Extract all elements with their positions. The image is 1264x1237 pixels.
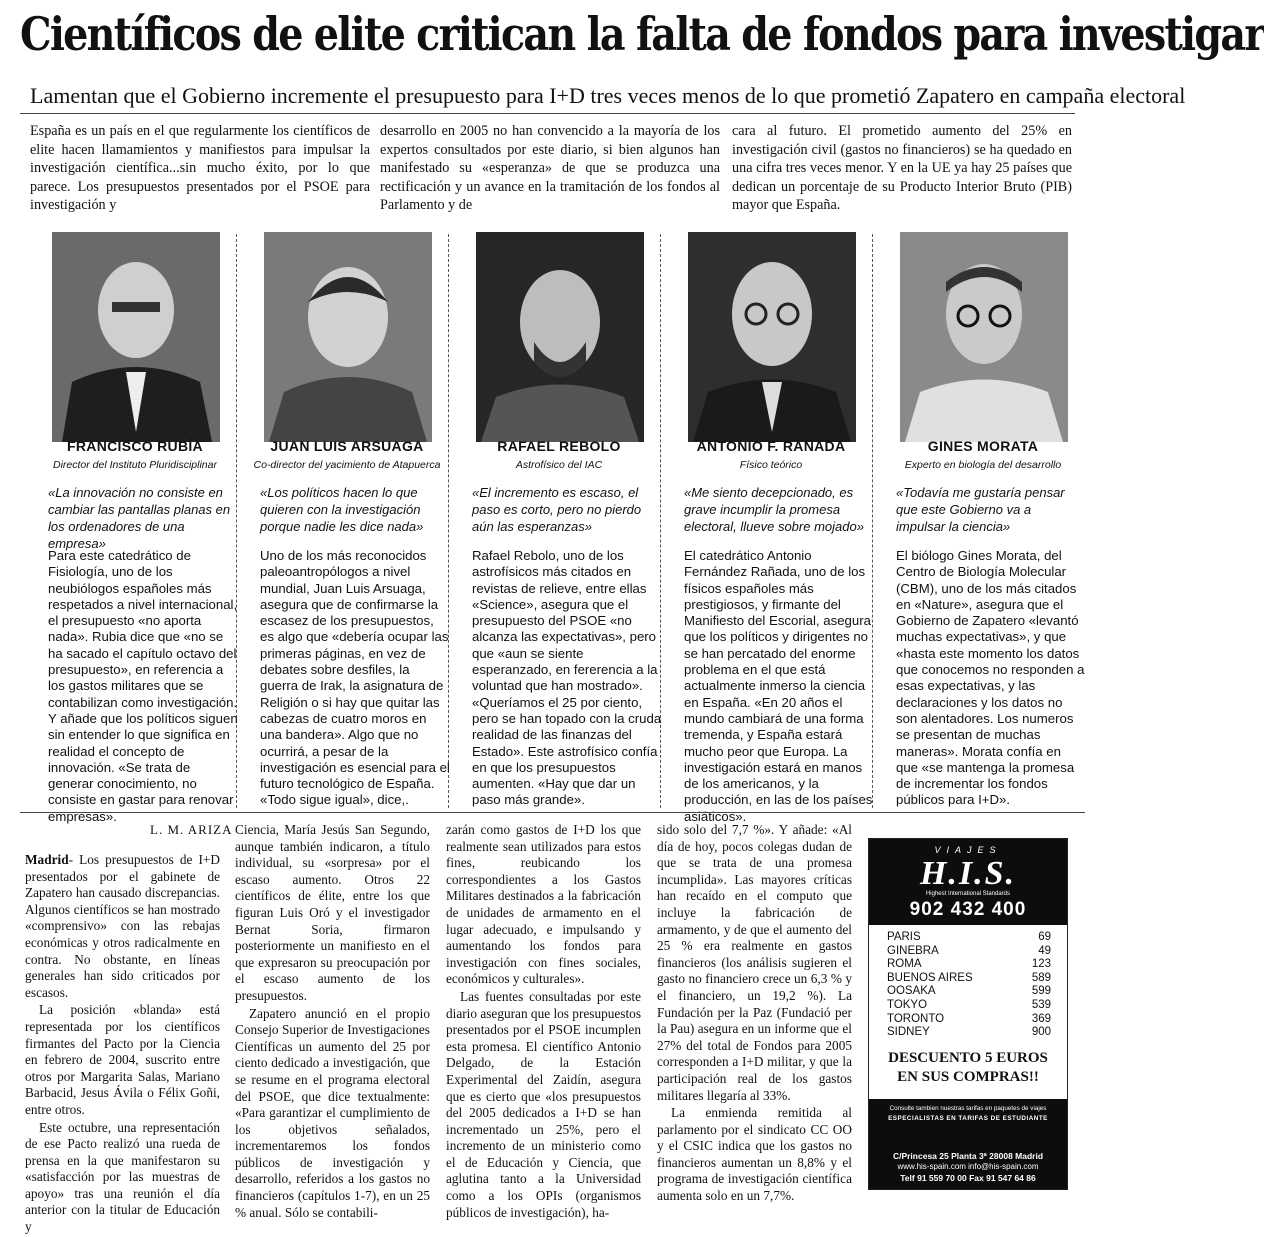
article-paragraph: Zapatero anunció en el propio Consejo Superior de Investigaciones Científicas un aumento del 25 por ciento dedicado a investigación, que se resume en el programa electoral del PSOE, que dice textualmente: «Para garantizar el cumplimiento de los objetivos señalados, incrementaremos los fondos públicos de investigación y desarrollo, referidos a los gastos no financieros (capítulos 1-7), en un 25 % anual. Sólo se contabili- <box>235 1005 430 1220</box>
profile-quote: «Me siento decepcionado, es grave incumplir la promesa electoral, llueve sobre mojado» <box>684 485 864 534</box>
profile-name: GINES MORATA <box>927 438 1039 454</box>
profile-role: Co-director del yacimiento de Atapuerca <box>253 459 441 471</box>
ad-specialists: ESPECIALISTAS EN TARIFAS DE ESTUDIANTE <box>888 1115 1048 1122</box>
article-paragraph: La enmienda remitida al parlamento por el sindicato CC OO y el CSIC indica que los gastos no financieros aumentan un 8,8% y el programa de investigación científica aumenta solo en un 7,7%. <box>657 1105 852 1204</box>
price-row: GINEBRA 49 <box>887 944 1051 957</box>
article-paragraph: Ciencia, María Jesús San Segundo, aunque también indicaron, a título individual, su «sorpresa» por el escaso aumento. Otros 22 científicos de élite, entre los que figuran Luis Oró y el investigador Bernat Soria, firmaron posteriormente un manifiesto en el que expresaron su preocupación por el escaso aumento de los presupuestos. <box>235 822 430 1003</box>
portrait-photo <box>264 232 432 442</box>
profile-role: Físico teórico <box>739 459 803 471</box>
price-row: SIDNEY 900 <box>887 1026 1051 1039</box>
price-row: BUENOS AIRES 589 <box>887 971 1051 984</box>
article-column-4 <box>657 822 852 1206</box>
ad-discount: DESCUENTO 5 EUROS EN SUS COMPRAS!! <box>888 1050 1048 1085</box>
price-row: TORONTO 369 <box>887 1012 1051 1025</box>
lead-paragraph-3: cara al futuro. El prometido aumento del 25% en investigación civil (gastos no financieros) se ha quedado en una cifra tres veces menor. Y en la UE ya hay 25 países que dedican un porcentaje de su Producto Interior Bruto (PIB) mayor que España. <box>732 123 1072 214</box>
profile-rebolo <box>464 218 662 808</box>
profile-name: JUAN LUIS ARSUAGA <box>270 438 424 454</box>
article-paragraph: Este octubre, una representación de ese Pacto realizó una rueda de prensa en la que manifestaron su «satisfacción por las muestras de apoyo» tras una reunión el día anterior con la titular de Educación y <box>25 1119 220 1235</box>
ad-header <box>869 839 1067 925</box>
price-row: PARIS 69 <box>887 931 1051 943</box>
profile-quote: «El incremento es escaso, el paso es corto, pero no pierdo aún las esperanzas» <box>472 485 642 534</box>
ad-tagline: Highest International Standards <box>925 891 1011 897</box>
subheadline: Lamentan que el Gobierno incremente el presupuesto para I+D tres veces menos de lo que prometió Zapatero en campaña electoral <box>30 83 1186 108</box>
profile-body: Rafael Rebolo, uno de los astrofísicos más citados en revistas de relieve, entre ellas «Science», asegura que el presupuesto del PSOE «no alcanza las expectativas», pero que «aun se siente esperanzado, en fererencia a la voluntad que han mostrado». «Queríamos el 25 por ciento, pero se han topado con la cruda realidad de las finanzas del Estado». Este astrofísico confía en que los presupuestos aumenten. «Hay que dar un paso más grande». <box>472 548 662 808</box>
price-row: OOSAKA 599 <box>887 985 1051 998</box>
ad-note: Consulte tambien nuestras tarifas en paquetes de viajes <box>889 1105 1047 1112</box>
ad-address: C/Princesa 25 Planta 3ª 28008 Madrid <box>892 1151 1044 1161</box>
ad-web: www.his-spain.com info@his-spain.com <box>897 1162 1039 1171</box>
profile-name: ANTONIO F. RAÑADA <box>696 438 846 454</box>
article-column-3 <box>446 822 641 1222</box>
portrait-photo <box>52 232 220 442</box>
headline: Científicos de elite critican la falta de fondos para investigar <box>20 7 1264 61</box>
profile-body: El catedrático Antonio Fernández Rañada, uno de los físicos españoles más prestigiosos, y firmante del Manifiesto del Escorial, asegura que los políticos y dirigentes no se han percatado del enorme problema en el que está actualmente inmerso la ciencia en España. «En 20 años el mundo cambiará de una forma tremenda, y España estará mucho peor que Europa. La investigación estará en manos de los americanos, y la producción, en las de los países asiáticos». <box>684 548 873 824</box>
top-rule <box>20 113 1075 114</box>
ad-viajes-label: VIAJES <box>934 845 1002 855</box>
his-logo: H.I.S. <box>919 855 1017 892</box>
ad-telephone: Telf 91 559 70 00 Fax 91 547 64 86 <box>900 1173 1036 1183</box>
profile-quote: «Los políticos hacen lo que quieren con la investigación porque nadie les dice nada» <box>260 485 424 534</box>
profile-arsuaga <box>252 218 450 808</box>
ad-footer <box>869 1099 1067 1189</box>
travel-advertisement <box>868 838 1068 1190</box>
profile-name: FRANCISCO RUBÍA <box>67 438 203 454</box>
profile-quote: «La innovación no consiste en cambiar las pantallas planas en los ordenadores de una empresa» <box>48 485 231 551</box>
article-paragraph: La posición «blanda» está representada por los científicos firmantes del Pacto por la Ciencia en febrero de 2004, suscrito entre otros por Margarita Salas, Mariano Barbacid, Jesus Ávila o Félix Goñi, entre otros. <box>25 1002 220 1117</box>
article-paragraph: zarán como gastos de I+D los que realmente sean utilizados para estos fines, reubicando los correspondientes a los Gastos Militares destinados a la fabricación de unidades de armamento en el lugar adecuado, e impulsando y aumentando los fondos para investigación con fines sociales, económicos y culturales». <box>446 822 641 987</box>
profile-name: RAFAEL REBOLO <box>497 438 621 454</box>
ad-phone: 902 432 400 <box>909 899 1027 920</box>
byline: L. M. ARIZA <box>150 822 233 837</box>
portrait-photo <box>688 232 856 442</box>
article-paragraph: sido solo del 7,7 %». Y añade: «Al día de hoy, pocos colegas dudan de que se trata de una promesa incumplida». Las mayores críticas han recaído en el computo que incluye la fabricación de armamento, y de que el aumento del 25 % era realmente en gastos financieros (los análisis sugieren el gasto no financiero crece un 6,3 % y el financiero, un 19,2 %). La Fundación per la Paz (Fundació per la Pau) asegura en un informe que el 27% del total de Fondos para 2005 corresponden a I+D militar, y que la participación real de los gastos militares llegaría al 33%. <box>657 822 852 1103</box>
profile-quote: «Todavía me gustaría pensar que este Gobierno va a impulsar la ciencia» <box>896 485 1065 534</box>
article-column-2 <box>235 822 430 1222</box>
lead-paragraph-2: desarrollo en 2005 no han convencido a la mayoría de los expertos consultados por este diario, si bien algunos han manifestado su «esperanza» de que se produzca una rectificación y un avance en la tramitación de los fondos al Parlamento y de <box>380 123 720 214</box>
article-column-1 <box>25 852 220 1237</box>
profile-body: El biólogo Gines Morata, del Centro de Biología Molecular (CBM), uno de los más citados en «Nature», asegura que el Gobierno de Zapatero «levantó muchas expectativas», y que «hasta este momento los datos que conocemos no responden a esas expectativas, y las declaraciones y los datos no son alentadores. Los numeros se presentan de muchas maneras». Morata confía en que «se mantenga la promesa de incrementar los fondos públicos para I+D». <box>896 548 1085 808</box>
profile-body: Para este catedrático de Fisiología, uno de los neubiólogos españoles más respetados a nivel internacional, el presupuesto «no aporta nada». Rubia dice que «no se ha sacado el capítulo octavo del presupuesto», en referencia a los gastos militares que se contabilizan como investigación. Y añade que los políticos siguen sin entender lo que significa en realidad el concepto de innovación. «Se trata de generar conocimiento, no consiste en gastar para renovar empresas». <box>48 548 238 824</box>
portrait-photo <box>900 232 1068 442</box>
article-paragraph: Las fuentes consultadas por este diario aseguran que los presupuestos presentados por el PSOE incumplen esta promesa. El científico Antonio Delgado, de la Estación Experimental del Zaidín, asegura que es cierto que «los presupuestos del 2005 dedicados a I+D se han incrementado un 25%, pero el incremento de un ministerio como el de Educación y Ciencia, que aglutina tanto a la Universidad como a los OPIs (organismos públicos de investigación), ha- <box>446 988 641 1220</box>
lead-paragraph-1: España es un país en el que regularmente los científicos de elite hacen llamamientos y manifiestos para impulsar la investigación científica...sin mucho éxito, por lo que parece. Los presupuestos presentados por el PSOE para investigación y <box>30 123 370 214</box>
portrait-photo <box>476 232 644 442</box>
article-paragraph: Madrid- Los presupuestos de I+D presentados por el gabinete de Zapatero han causado discrepancias. Algunos científicos se han mostrado «comprensivo» con las rebajas económicas y otros radicalmente en contra. No obstante, en líneas generales han sido criticados por escasos. <box>25 852 220 1000</box>
profile-role: Experto en biología del desarrollo <box>904 459 1062 471</box>
dateline: Madrid <box>25 852 69 867</box>
price-row: TOKYO 539 <box>887 998 1051 1011</box>
scientist-profiles <box>26 218 1086 824</box>
profile-morata <box>888 218 1085 808</box>
profile-role: Director del Instituto Pluridisciplinar <box>53 459 217 471</box>
price-row: ROMA 123 <box>887 958 1051 971</box>
section-rule <box>20 812 1085 813</box>
profile-ranada <box>676 218 873 824</box>
profile-role: Astrofísico del IAC <box>515 459 603 471</box>
profile-body: Uno de los más reconocidos paleoantropólogos a nivel mundial, Juan Luis Arsuaga, asegura que de confirmarse la escasez de los presupuestos, es algo que «debería ocupar las primeras páginas, en vez de debates sobre desfiles, la guerra de Irak, la asignatura de Religión o si hay que quitar las cabezas de cuatro moros en una bandera». Algo que no ocurrirá, a pesar de la investigación es esencial para el futuro tecnológico de España. «Todo sigue igual», dice,. <box>260 548 450 808</box>
price-list <box>887 931 1051 1040</box>
profile-rubia <box>40 218 238 824</box>
